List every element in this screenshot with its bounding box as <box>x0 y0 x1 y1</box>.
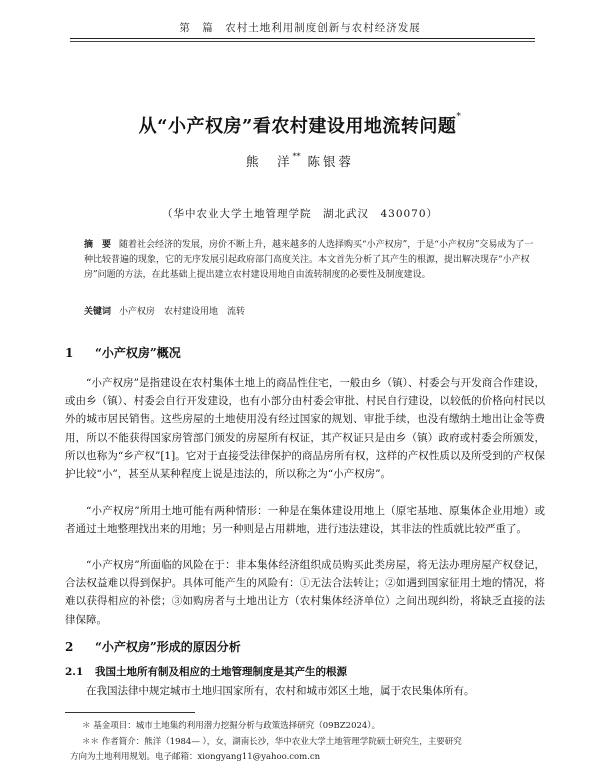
title-footnote-mark: * <box>456 112 462 122</box>
section-2-heading <box>65 638 241 655</box>
abstract-label: 摘 要 <box>84 240 112 250</box>
section-2-1-heading <box>65 664 347 679</box>
keywords <box>84 304 540 317</box>
author-1: 熊 洋 <box>245 154 293 169</box>
section-2-title: “小产权房”形成的原因分析 <box>95 640 241 654</box>
header-rule <box>70 38 535 39</box>
abstract-text: 随着社会经济的发展，房价不断上升，越来越多的人选择购买“小产权房”，于是“小产权房”交易成为了一种比较普遍的现象，它的无序发展引起政府部门高度关注。本文首先分析了其产生的根源，提出解决现存“小产权房”问题的方法，在此基础上提出建立农村建设用地自由流转制度的必要性及制度建设。 <box>84 240 534 280</box>
abstract <box>84 238 540 283</box>
author-2: 陈银蓉 <box>307 154 354 169</box>
author-1-mark: ** <box>292 152 301 161</box>
keywords-text: 小产权房 农村建设用地 流转 <box>119 307 246 317</box>
paragraph-4: 在我国法律中规定城市土地归国家所有，农村和城市郊区土地，属于农民集体所有。 <box>86 685 475 697</box>
section-1-title: “小产权房”概况 <box>95 346 181 360</box>
paper-title <box>0 112 600 138</box>
section-1-heading <box>65 344 181 361</box>
affiliation: （华中农业大学土地管理学院 湖北武汉 430070） <box>161 208 439 220</box>
running-header: 第 篇 农村土地利用制度创新与农村经济发展 <box>179 22 421 34</box>
paragraph-1: “小产权房”是指建设在农村集体土地上的商品性住宅，一般由乡（镇）、村委会与开发商合作建设，或由乡（镇）、村委会自行开发建设，也有小部分由村委会审批、村民自行建设，以较低的价格向村民以外的城市居民销售。这些房屋的土地使用没有经过国家的规划、审批手续，也没有缴纳土地出让金等费用，所以不能获得国家房管部门颁发的房屋所有权证，其产权证只是由乡（镇）政府或村委会所颁发，所以也称为“乡产权”[1]。它对于直接受法律保护的商品房所有权，这样的产权性质以及所受到的产权保护比较“小”，甚至从某种程度上说是违法的，所以称之为“小产权房”。 <box>65 377 545 481</box>
paper-title-text: 从“小产权房”看农村建设用地流转问题 <box>138 116 457 137</box>
paragraph-2: “小产权房”所用土地可能有两种情形：一种是在集体建设用地上（原宅基地、原集体企业用地）或者通过土地整理找出来的用地；另一种则是占用耕地，进行违法建设，其非法的性质就比较严重了。 <box>65 505 545 536</box>
section-2-1-title: 我国土地所有制及相应的土地管理制度是其产生的根源 <box>95 666 347 678</box>
authors <box>0 152 600 170</box>
keywords-label: 关键词 <box>84 307 112 317</box>
section-2-1-number: 2.1 <box>65 666 84 678</box>
footnote-2: ＊＊ 作者简介：熊洋（1984— ），女，湖南长沙，华中农业大学土地管理学院硕士研究生，主要研究 <box>82 737 462 747</box>
header-rule-thin <box>70 41 535 42</box>
section-2-number: 2 <box>65 640 74 654</box>
footnote-1: ＊ 基金项目：城市土地集约利用潜力挖掘分析与政策选择研究（09BZ2024）。 <box>82 721 381 731</box>
footnote-rule <box>65 712 195 713</box>
paragraph-3: “小产权房”所面临的风险在于：非本集体经济组织成员购买此类房屋，将无法办理房屋产权登记，合法权益难以得到保护。具体可能产生的风险有：①无法合法转让；②如遇到国家征用土地的情况，将难以获得相应的补偿；③如购房者与土地出让方（农村集体经济单位）之间出现纠纷，将缺乏直接的法律保障。 <box>65 559 545 626</box>
section-1-number: 1 <box>65 346 74 360</box>
footnote-2-cont: 方向为土地利用规划。电子邮箱：xiongyang11@yahoo.com.cn <box>70 752 321 762</box>
